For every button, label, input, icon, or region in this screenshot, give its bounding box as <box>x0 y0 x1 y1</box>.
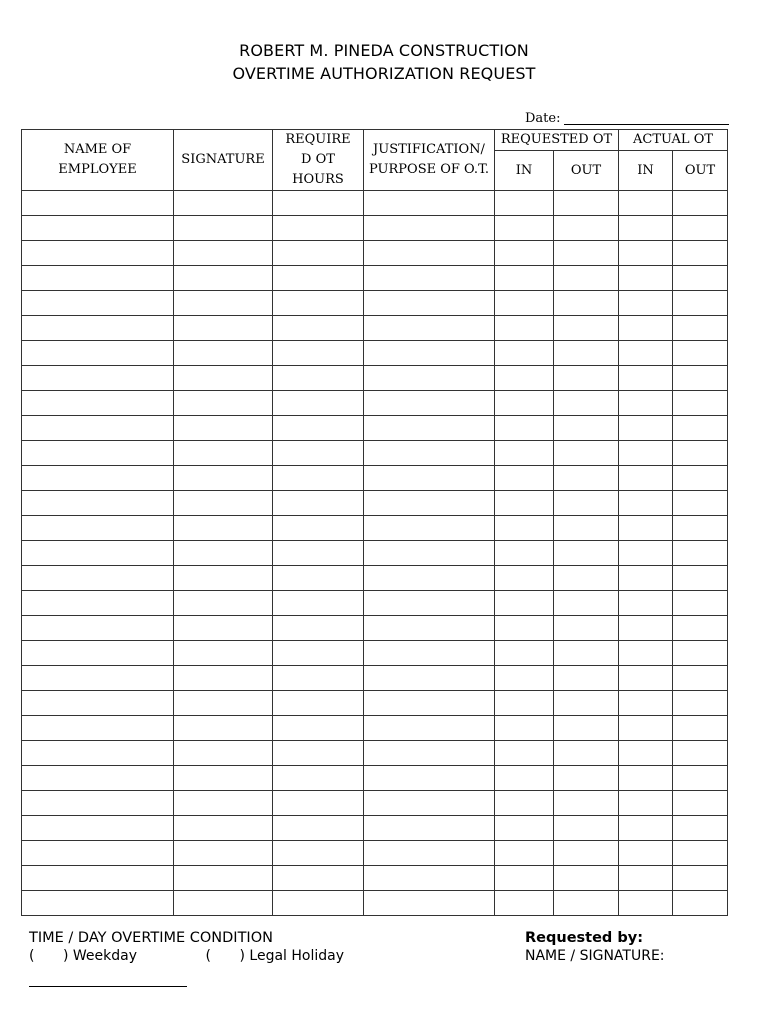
header-text: D OT <box>301 152 335 167</box>
cell-signature[interactable] <box>174 241 273 266</box>
cell-justification[interactable] <box>364 241 495 266</box>
cell-signature[interactable] <box>174 366 273 391</box>
cell-actual-in[interactable] <box>619 266 673 291</box>
cell-actual-in[interactable] <box>619 541 673 566</box>
cell-required-hours[interactable] <box>273 216 364 241</box>
cell-name[interactable] <box>22 816 174 841</box>
cell-actual-out[interactable] <box>673 291 728 316</box>
cell-actual-in[interactable] <box>619 516 673 541</box>
cell-actual-in[interactable] <box>619 891 673 916</box>
cell-signature[interactable] <box>174 341 273 366</box>
cell-requested-in[interactable] <box>495 241 554 266</box>
header-text: REQUIRE <box>285 132 351 147</box>
cell-justification[interactable] <box>364 291 495 316</box>
cell-signature[interactable] <box>174 691 273 716</box>
cell-required-hours[interactable] <box>273 566 364 591</box>
cell-required-hours[interactable] <box>273 766 364 791</box>
cell-signature[interactable] <box>174 541 273 566</box>
cell-actual-in[interactable] <box>619 216 673 241</box>
table-row <box>22 541 728 566</box>
requested-by-label: Requested by: <box>525 930 643 946</box>
cell-required-hours[interactable] <box>273 391 364 416</box>
table-row <box>22 866 728 891</box>
cell-name[interactable] <box>22 841 174 866</box>
cell-requested-in[interactable] <box>495 641 554 666</box>
weekday-option[interactable] <box>29 948 137 964</box>
cell-required-hours[interactable] <box>273 866 364 891</box>
table-row <box>22 641 728 666</box>
cell-actual-out[interactable] <box>673 491 728 516</box>
cell-requested-out[interactable] <box>554 366 619 391</box>
header-actual-in: IN <box>619 151 673 191</box>
signature-line[interactable] <box>29 986 187 987</box>
cell-justification[interactable] <box>364 816 495 841</box>
cell-actual-in[interactable] <box>619 641 673 666</box>
cell-requested-in[interactable] <box>495 266 554 291</box>
legal-holiday-option[interactable] <box>205 948 344 964</box>
cell-justification[interactable] <box>364 766 495 791</box>
cell-requested-in[interactable] <box>495 666 554 691</box>
cell-requested-in[interactable] <box>495 466 554 491</box>
cell-actual-out[interactable] <box>673 716 728 741</box>
cell-name[interactable] <box>22 766 174 791</box>
cell-required-hours[interactable] <box>273 491 364 516</box>
cell-actual-out[interactable] <box>673 816 728 841</box>
cell-required-hours[interactable] <box>273 266 364 291</box>
company-name: ROBERT M. PINEDA CONSTRUCTION <box>239 41 529 60</box>
cell-signature[interactable] <box>174 466 273 491</box>
table-row <box>22 466 728 491</box>
cell-justification[interactable] <box>364 416 495 441</box>
cell-name[interactable] <box>22 491 174 516</box>
table-row <box>22 516 728 541</box>
header-justification <box>364 130 495 191</box>
cell-requested-out[interactable] <box>554 191 619 216</box>
table-row <box>22 416 728 441</box>
cell-name[interactable] <box>22 416 174 441</box>
table-row <box>22 266 728 291</box>
cell-actual-out[interactable] <box>673 366 728 391</box>
cell-justification[interactable] <box>364 866 495 891</box>
cell-name[interactable] <box>22 691 174 716</box>
condition-options <box>29 948 344 964</box>
cell-signature[interactable] <box>174 791 273 816</box>
cell-actual-out[interactable] <box>673 766 728 791</box>
header-name-of-employee <box>22 130 174 191</box>
cell-actual-out[interactable] <box>673 741 728 766</box>
cell-actual-in[interactable] <box>619 441 673 466</box>
cell-actual-in[interactable] <box>619 491 673 516</box>
cell-actual-out[interactable] <box>673 641 728 666</box>
cell-requested-in[interactable] <box>495 216 554 241</box>
cell-name[interactable] <box>22 716 174 741</box>
cell-name[interactable] <box>22 791 174 816</box>
cell-actual-in[interactable] <box>619 841 673 866</box>
overtime-table-body <box>22 191 728 916</box>
cell-requested-in[interactable] <box>495 791 554 816</box>
cell-name[interactable] <box>22 191 174 216</box>
cell-requested-in[interactable] <box>495 691 554 716</box>
cell-actual-in[interactable] <box>619 816 673 841</box>
cell-actual-out[interactable] <box>673 266 728 291</box>
cell-requested-out[interactable] <box>554 491 619 516</box>
cell-actual-in[interactable] <box>619 866 673 891</box>
table-row <box>22 216 728 241</box>
cell-justification[interactable] <box>364 666 495 691</box>
cell-requested-out[interactable] <box>554 316 619 341</box>
table-row <box>22 841 728 866</box>
cell-actual-in[interactable] <box>619 466 673 491</box>
cell-required-hours[interactable] <box>273 241 364 266</box>
cell-required-hours[interactable] <box>273 641 364 666</box>
cell-justification[interactable] <box>364 191 495 216</box>
cell-name[interactable] <box>22 391 174 416</box>
cell-actual-in[interactable] <box>619 666 673 691</box>
cell-requested-out[interactable] <box>554 241 619 266</box>
cell-requested-in[interactable] <box>495 441 554 466</box>
cell-justification[interactable] <box>364 641 495 666</box>
cell-actual-out[interactable] <box>673 241 728 266</box>
cell-required-hours[interactable] <box>273 791 364 816</box>
header-text: HOURS <box>292 172 344 187</box>
cell-signature[interactable] <box>174 416 273 441</box>
cell-actual-in[interactable] <box>619 316 673 341</box>
cell-signature[interactable] <box>174 841 273 866</box>
cell-actual-out[interactable] <box>673 866 728 891</box>
cell-justification[interactable] <box>364 591 495 616</box>
cell-justification[interactable] <box>364 516 495 541</box>
cell-signature[interactable] <box>174 441 273 466</box>
cell-requested-in[interactable] <box>495 816 554 841</box>
table-row <box>22 291 728 316</box>
cell-actual-in[interactable] <box>619 291 673 316</box>
cell-actual-in[interactable] <box>619 591 673 616</box>
header-text: NAME OF <box>63 142 132 157</box>
cell-actual-out[interactable] <box>673 541 728 566</box>
cell-name[interactable] <box>22 341 174 366</box>
overtime-table <box>21 129 728 916</box>
cell-required-hours[interactable] <box>273 541 364 566</box>
header-text: EMPLOYEE <box>58 162 137 177</box>
cell-name[interactable] <box>22 266 174 291</box>
cell-requested-in[interactable] <box>495 191 554 216</box>
cell-justification[interactable] <box>364 316 495 341</box>
cell-signature[interactable] <box>174 866 273 891</box>
table-row <box>22 566 728 591</box>
cell-requested-out[interactable] <box>554 641 619 666</box>
cell-actual-out[interactable] <box>673 666 728 691</box>
legal-holiday-label: ) Legal Holiday <box>239 948 344 964</box>
cell-signature[interactable] <box>174 291 273 316</box>
cell-justification[interactable] <box>364 491 495 516</box>
cell-requested-in[interactable] <box>495 416 554 441</box>
cell-signature[interactable] <box>174 666 273 691</box>
cell-requested-in[interactable] <box>495 591 554 616</box>
cell-name[interactable] <box>22 741 174 766</box>
cell-requested-out[interactable] <box>554 741 619 766</box>
cell-requested-out[interactable] <box>554 716 619 741</box>
cell-requested-in[interactable] <box>495 391 554 416</box>
cell-required-hours[interactable] <box>273 691 364 716</box>
cell-requested-in[interactable] <box>495 491 554 516</box>
cell-name[interactable] <box>22 866 174 891</box>
condition-heading: TIME / DAY OVERTIME CONDITION <box>29 930 273 946</box>
cell-requested-in[interactable] <box>495 841 554 866</box>
cell-signature[interactable] <box>174 491 273 516</box>
cell-requested-in[interactable] <box>495 766 554 791</box>
cell-required-hours[interactable] <box>273 191 364 216</box>
cell-name[interactable] <box>22 441 174 466</box>
cell-actual-out[interactable] <box>673 566 728 591</box>
cell-justification[interactable] <box>364 616 495 641</box>
cell-requested-out[interactable] <box>554 591 619 616</box>
cell-actual-out[interactable] <box>673 341 728 366</box>
cell-required-hours[interactable] <box>273 591 364 616</box>
cell-actual-out[interactable] <box>673 441 728 466</box>
cell-justification[interactable] <box>364 391 495 416</box>
cell-justification[interactable] <box>364 266 495 291</box>
cell-justification[interactable] <box>364 441 495 466</box>
cell-requested-out[interactable] <box>554 391 619 416</box>
cell-required-hours[interactable] <box>273 841 364 866</box>
table-row <box>22 766 728 791</box>
cell-required-hours[interactable] <box>273 516 364 541</box>
cell-name[interactable] <box>22 566 174 591</box>
cell-name[interactable] <box>22 241 174 266</box>
cell-actual-in[interactable] <box>619 766 673 791</box>
cell-actual-in[interactable] <box>619 366 673 391</box>
table-row <box>22 741 728 766</box>
cell-actual-out[interactable] <box>673 316 728 341</box>
cell-required-hours[interactable] <box>273 441 364 466</box>
cell-actual-in[interactable] <box>619 691 673 716</box>
header-text: JUSTIFICATION/ <box>373 142 485 157</box>
cell-required-hours[interactable] <box>273 666 364 691</box>
cell-required-hours[interactable] <box>273 366 364 391</box>
cell-name[interactable] <box>22 591 174 616</box>
table-row <box>22 691 728 716</box>
table-row <box>22 791 728 816</box>
cell-requested-in[interactable] <box>495 291 554 316</box>
cell-justification[interactable] <box>364 716 495 741</box>
cell-required-hours[interactable] <box>273 341 364 366</box>
table-row <box>22 191 728 216</box>
cell-requested-out[interactable] <box>554 441 619 466</box>
cell-requested-out[interactable] <box>554 516 619 541</box>
cell-name[interactable] <box>22 291 174 316</box>
table-row <box>22 441 728 466</box>
legal-holiday-checkbox[interactable]: ( <box>205 948 211 964</box>
name-signature-label: NAME / SIGNATURE: <box>525 948 665 964</box>
header-text: PURPOSE OF O.T. <box>369 162 489 177</box>
cell-requested-in[interactable] <box>495 541 554 566</box>
cell-actual-out[interactable] <box>673 616 728 641</box>
cell-name[interactable] <box>22 466 174 491</box>
cell-name[interactable] <box>22 641 174 666</box>
cell-requested-out[interactable] <box>554 816 619 841</box>
table-row <box>22 316 728 341</box>
cell-requested-in[interactable] <box>495 716 554 741</box>
cell-signature[interactable] <box>174 741 273 766</box>
header-signature: SIGNATURE <box>174 130 273 191</box>
cell-signature[interactable] <box>174 191 273 216</box>
date-field[interactable] <box>564 110 729 125</box>
cell-actual-out[interactable] <box>673 216 728 241</box>
cell-actual-in[interactable] <box>619 716 673 741</box>
cell-required-hours[interactable] <box>273 741 364 766</box>
cell-requested-out[interactable] <box>554 266 619 291</box>
cell-actual-out[interactable] <box>673 841 728 866</box>
cell-requested-out[interactable] <box>554 691 619 716</box>
cell-signature[interactable] <box>174 766 273 791</box>
requested-by-section <box>525 930 665 964</box>
table-row <box>22 241 728 266</box>
cell-name[interactable] <box>22 516 174 541</box>
date-row <box>525 110 729 126</box>
cell-actual-in[interactable] <box>619 791 673 816</box>
cell-name[interactable] <box>22 891 174 916</box>
cell-signature[interactable] <box>174 266 273 291</box>
cell-signature[interactable] <box>174 316 273 341</box>
cell-actual-out[interactable] <box>673 791 728 816</box>
cell-requested-out[interactable] <box>554 291 619 316</box>
cell-justification[interactable] <box>364 366 495 391</box>
cell-actual-in[interactable] <box>619 191 673 216</box>
cell-requested-out[interactable] <box>554 616 619 641</box>
table-row <box>22 666 728 691</box>
cell-required-hours[interactable] <box>273 816 364 841</box>
cell-required-hours[interactable] <box>273 466 364 491</box>
overtime-condition-section <box>29 930 344 964</box>
table-row <box>22 816 728 841</box>
cell-justification[interactable] <box>364 566 495 591</box>
weekday-label: ) Weekday <box>63 948 138 964</box>
cell-requested-out[interactable] <box>554 841 619 866</box>
table-row <box>22 616 728 641</box>
table-row <box>22 891 728 916</box>
cell-name[interactable] <box>22 216 174 241</box>
header-actual-ot: ACTUAL OT <box>619 130 728 151</box>
cell-actual-out[interactable] <box>673 591 728 616</box>
cell-justification[interactable] <box>364 741 495 766</box>
cell-requested-out[interactable] <box>554 791 619 816</box>
cell-actual-in[interactable] <box>619 416 673 441</box>
cell-actual-in[interactable] <box>619 616 673 641</box>
cell-requested-in[interactable] <box>495 741 554 766</box>
cell-actual-out[interactable] <box>673 516 728 541</box>
cell-requested-in[interactable] <box>495 566 554 591</box>
cell-requested-out[interactable] <box>554 341 619 366</box>
cell-actual-out[interactable] <box>673 391 728 416</box>
cell-actual-in[interactable] <box>619 741 673 766</box>
cell-name[interactable] <box>22 316 174 341</box>
cell-signature[interactable] <box>174 616 273 641</box>
cell-actual-in[interactable] <box>619 341 673 366</box>
table-row <box>22 716 728 741</box>
header-requested-ot: REQUESTED OT <box>495 130 619 151</box>
cell-requested-out[interactable] <box>554 566 619 591</box>
cell-name[interactable] <box>22 616 174 641</box>
header-requested-in: IN <box>495 151 554 191</box>
cell-requested-out[interactable] <box>554 466 619 491</box>
cell-requested-in[interactable] <box>495 366 554 391</box>
cell-requested-out[interactable] <box>554 766 619 791</box>
cell-name[interactable] <box>22 366 174 391</box>
cell-signature[interactable] <box>174 716 273 741</box>
cell-actual-out[interactable] <box>673 891 728 916</box>
cell-name[interactable] <box>22 541 174 566</box>
cell-justification[interactable] <box>364 891 495 916</box>
table-row <box>22 366 728 391</box>
cell-signature[interactable] <box>174 216 273 241</box>
cell-required-hours[interactable] <box>273 716 364 741</box>
cell-requested-out[interactable] <box>554 216 619 241</box>
cell-signature[interactable] <box>174 816 273 841</box>
cell-actual-out[interactable] <box>673 416 728 441</box>
cell-name[interactable] <box>22 666 174 691</box>
cell-signature[interactable] <box>174 891 273 916</box>
cell-signature[interactable] <box>174 391 273 416</box>
cell-required-hours[interactable] <box>273 616 364 641</box>
cell-requested-in[interactable] <box>495 891 554 916</box>
cell-requested-out[interactable] <box>554 666 619 691</box>
cell-signature[interactable] <box>174 516 273 541</box>
cell-requested-in[interactable] <box>495 341 554 366</box>
cell-required-hours[interactable] <box>273 891 364 916</box>
cell-signature[interactable] <box>174 591 273 616</box>
cell-actual-in[interactable] <box>619 391 673 416</box>
cell-requested-out[interactable] <box>554 541 619 566</box>
table-row <box>22 591 728 616</box>
cell-requested-in[interactable] <box>495 616 554 641</box>
cell-required-hours[interactable] <box>273 316 364 341</box>
form-title: OVERTIME AUTHORIZATION REQUEST <box>232 64 536 83</box>
cell-justification[interactable] <box>364 216 495 241</box>
cell-signature[interactable] <box>174 566 273 591</box>
cell-required-hours[interactable] <box>273 291 364 316</box>
table-row <box>22 391 728 416</box>
cell-justification[interactable] <box>364 341 495 366</box>
cell-required-hours[interactable] <box>273 416 364 441</box>
header-actual-out: OUT <box>673 151 728 191</box>
header-requested-out: OUT <box>554 151 619 191</box>
date-label: Date: <box>525 111 561 126</box>
cell-requested-out[interactable] <box>554 891 619 916</box>
cell-requested-in[interactable] <box>495 316 554 341</box>
cell-requested-in[interactable] <box>495 516 554 541</box>
table-row <box>22 491 728 516</box>
cell-actual-out[interactable] <box>673 466 728 491</box>
weekday-checkbox[interactable]: ( <box>29 948 35 964</box>
cell-justification[interactable] <box>364 791 495 816</box>
cell-justification[interactable] <box>364 841 495 866</box>
cell-actual-in[interactable] <box>619 566 673 591</box>
header-required-ot-hours <box>273 130 364 191</box>
cell-justification[interactable] <box>364 691 495 716</box>
cell-requested-out[interactable] <box>554 866 619 891</box>
cell-requested-out[interactable] <box>554 416 619 441</box>
cell-justification[interactable] <box>364 466 495 491</box>
cell-actual-out[interactable] <box>673 191 728 216</box>
cell-actual-out[interactable] <box>673 691 728 716</box>
cell-justification[interactable] <box>364 541 495 566</box>
cell-actual-in[interactable] <box>619 241 673 266</box>
cell-requested-in[interactable] <box>495 866 554 891</box>
cell-signature[interactable] <box>174 641 273 666</box>
table-row <box>22 341 728 366</box>
